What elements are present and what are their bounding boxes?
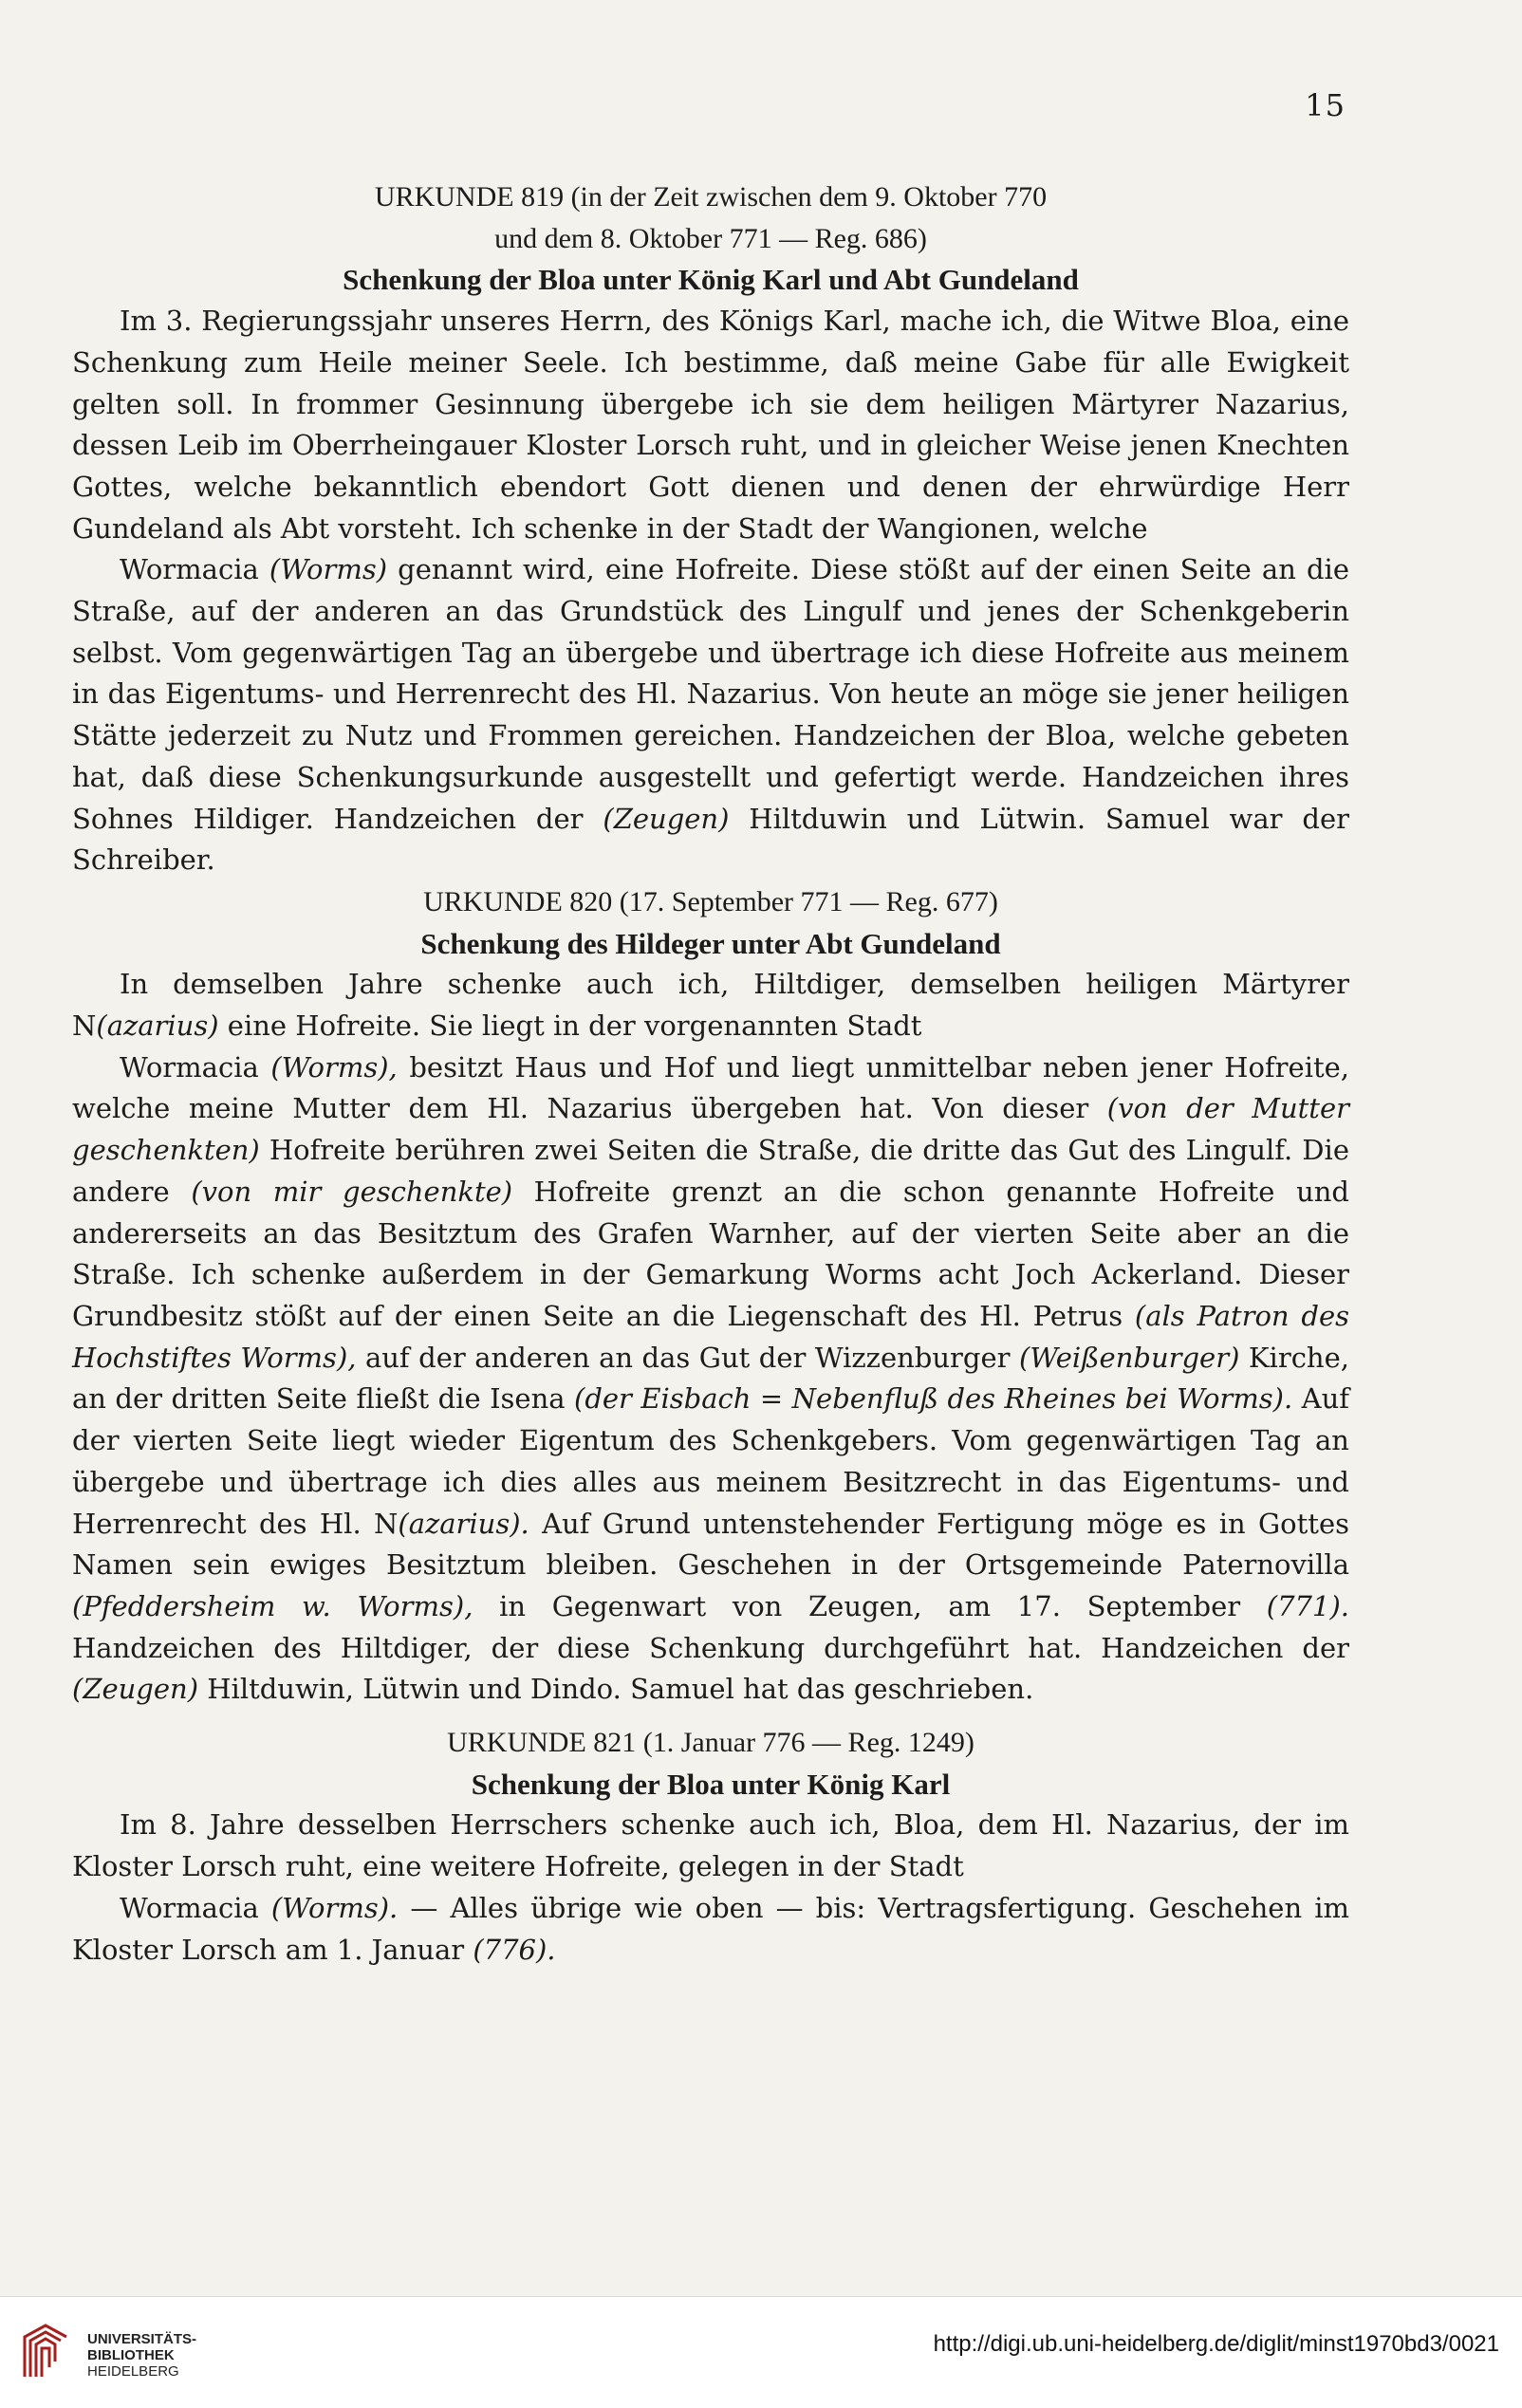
u821-title: Schenkung der Bloa unter König Karl xyxy=(471,1767,951,1801)
document-body xyxy=(72,176,1349,1971)
page-number: 15 xyxy=(1305,87,1346,123)
u820-heading: URKUNDE 820 (17. September 771 — Reg. 677) xyxy=(423,885,998,917)
viewer-footer xyxy=(0,2296,1522,2408)
u819-paragraph-1: Im 3. Regierungssjahr unseres Herrn, des Königs Karl, mache ich, die Witwe Bloa, eine Schenkung zum Heile meiner Seele. Ich bestimme, daß meine Gabe für alle Ewigkeit gelten soll. In frommer Gesinnung übergebe ich sie dem heiligen Märtyrer Nazarius, dessen Leib im Oberrheingauer Kloster Lorsch ruht, und in gleicher Weise jenen Knechten Gottes, welche bekanntlich ebendort Gott dienen und denen der ehrwürdige Herr Gundeland als Abt vorsteht. Ich schenke in der Stadt der Wangionen, welche xyxy=(72,305,1349,545)
library-name xyxy=(87,2331,196,2380)
u819-paragraph-2: Wormacia (Worms) genannt wird, eine Hofreite. Diese stößt auf der einen Seite an die Straße, auf der anderen an das Grundstück des Lingulf und jenes der Schenkgeberin selbst. Vom gegenwärtigen Tag an übergebe und übertrage ich diese Hofreite aus meinem in das Eigentums- und Herrenrecht des Hl. Nazarius. Von heute an möge sie jener heiligen Stätte jederzeit zu Nutz und Frommen gereichen. Handzeichen der Bloa, welche gebeten hat, daß diese Schenkungsurkunde ausgestellt und gefertigt werde. Handzeichen ihres Sohnes Hildiger. Handzeichen der (Zeugen) Hiltduwin und Lütwin. Samuel war der Schreiber. xyxy=(72,553,1349,877)
library-name-line-3: HEIDELBERG xyxy=(87,2363,179,2380)
u820-paragraph-1: In demselben Jahre schenke auch ich, Hiltdiger, demselben heiligen Märtyrer N(azarius) eine Hofreite. Sie liegt in der vorgenannten Stadt xyxy=(72,968,1349,1043)
library-name-line-2: BIBLIOTHEK xyxy=(87,2347,175,2363)
u819-heading-line-1: URKUNDE 819 (in der Zeit zwischen dem 9. Oktober 770 xyxy=(374,181,1048,213)
library-name-line-1: UNIVERSITÄTS- xyxy=(87,2331,197,2347)
u819-title: Schenkung der Bloa unter König Karl und Abt Gundeland xyxy=(343,263,1079,297)
u820-title: Schenkung des Hildeger unter Abt Gundeland xyxy=(420,926,1001,960)
u819-heading-line-2: und dem 8. Oktober 771 — Reg. 686) xyxy=(494,222,927,254)
u821-paragraph-1: Im 8. Jahre desselben Herrschers schenke auch ich, Bloa, dem Hl. Nazarius, der im Kloster Lorsch ruht, eine weitere Hofreite, gelegen in der Stadt xyxy=(72,1808,1349,1883)
university-library-logo-icon xyxy=(17,2318,74,2384)
u821-paragraph-2: Wormacia (Worms). — Alles übrige wie oben — bis: Vertragsfertigung. Geschehen im Kloster Lorsch am 1. Januar (776). xyxy=(72,1891,1349,1966)
u820-paragraph-2: Wormacia (Worms), besitzt Haus und Hof und liegt unmittelbar neben jener Hofreite, welche meine Mutter dem Hl. Nazarius übergeben hat. Von dieser (von der Mutter geschenkten) Hofreite berühren zwei Seiten die Straße, die dritte das Gut des Lingulf. Die andere (von mir geschenkte) Hofreite grenzt an die schon genannte Hofreite und andererseits an das Besitztum des Grafen Warnher, auf der vierten Seite aber an die Straße. Ich schenke außerdem in der Gemarkung Worms acht Joch Ackerland. Dieser Grundbesitz stößt auf der einen Seite an die Liegenschaft des Hl. Petrus (als Patron des Hochstiftes Worms), auf der anderen an das Gut der Wizzenburger (Weißenburger) Kirche, an der dritten Seite fließt die Isena (der Eisbach = Nebenfluß des Rheines bei Worms). Auf der vierten Seite liegt wieder Eigentum des Schenkgebers. Vom gegenwärtigen Tag an übergebe und übertrage ich dies alles aus meinem Besitzrecht in das Eigentums- und Herrenrecht des Hl. N(azarius). Auf Grund untenstehender Fertigung möge es in Gottes Namen sein ewiges Besitztum bleiben. Geschehen in der Ortsgemeinde Paternovilla (Pfeddersheim w. Worms), in Gegenwart von Zeugen, am 17. September (771). Handzeichen des Hiltdiger, der diese Schenkung durchgeführt hat. Handzeichen der (Zeugen) Hiltduwin, Lütwin und Dindo. Samuel hat das geschrieben. xyxy=(72,1050,1350,1706)
u821-heading: URKUNDE 821 (1. Januar 776 — Reg. 1249) xyxy=(447,1727,974,1759)
document-url-link[interactable]: http://digi.ub.uni-heidelberg.de/diglit/minst1970bd3/0021 xyxy=(933,2331,1499,2357)
